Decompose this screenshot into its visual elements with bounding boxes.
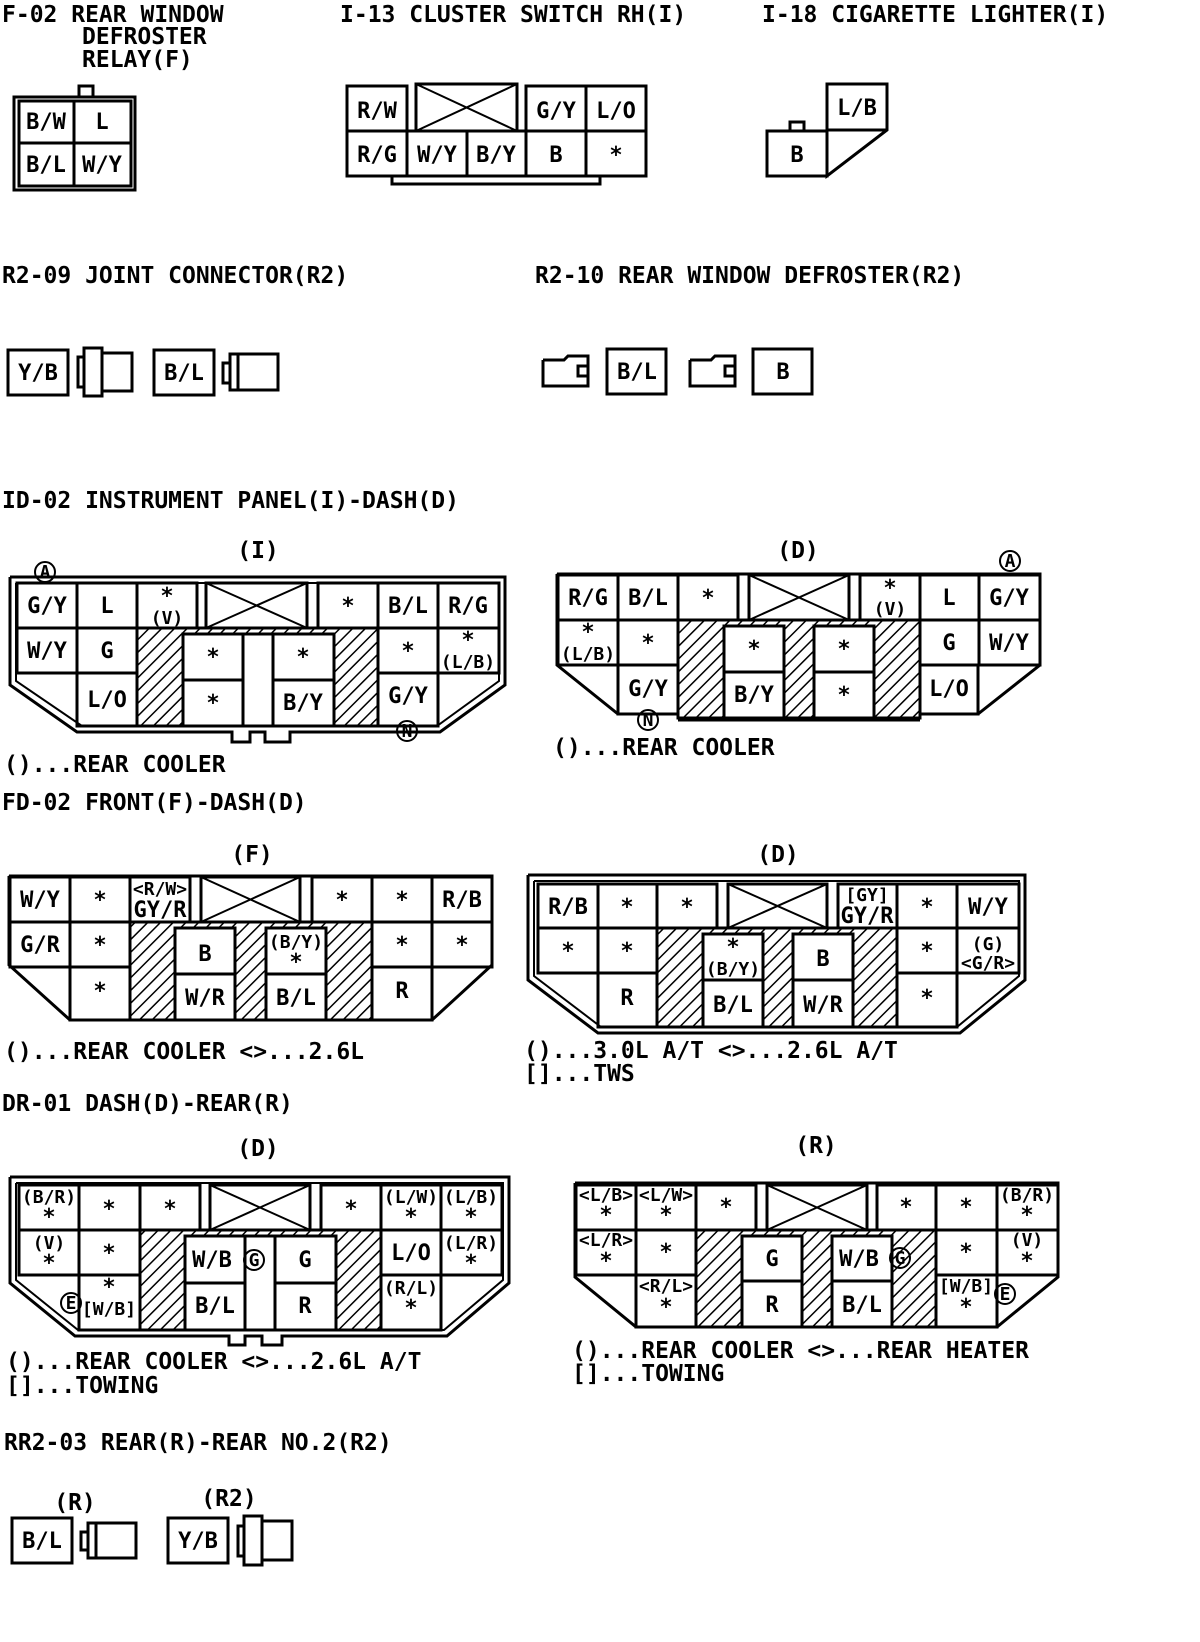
- id02-d-pin-1: R/G: [568, 586, 608, 611]
- id02-i-pin-7: W/Y: [27, 639, 67, 664]
- fd02-d-pin-3: *: [680, 895, 694, 920]
- dr01-r-pin-3: *: [719, 1195, 733, 1220]
- dr01-d-mark-g: G: [248, 1250, 260, 1271]
- r210-pin-1: B/L: [617, 360, 657, 385]
- i13-pin-top-1: R/W: [357, 99, 397, 124]
- i18-pin-2: B: [790, 143, 804, 168]
- rr203-connector-r: [12, 1490, 136, 1563]
- dr01-title: DR-01 DASH(D)-REAR(R): [2, 1091, 293, 1117]
- i13-pin-bottom-4: B: [549, 143, 563, 168]
- id02-d-pin-2: B/L: [628, 586, 668, 611]
- dr01-d-pin-4: *: [344, 1197, 358, 1222]
- dr01-r-pin-2-alt: <L/W>: [638, 1185, 694, 1206]
- id02-i-pin-3: *: [160, 584, 174, 609]
- dr01-d-pin-7: *: [42, 1251, 56, 1276]
- id02-d-pin-4-alt: (V): [873, 599, 907, 620]
- fd02-f-pin-7: G/R: [20, 933, 60, 958]
- f02-pin-2: L: [95, 110, 109, 135]
- dr01-r-pin-8: *: [659, 1240, 673, 1265]
- id02-i-pin-12: *: [461, 628, 475, 653]
- fd02-block: [2, 790, 1025, 1087]
- id02-i-label: (I): [237, 538, 279, 564]
- dr01-r-pin-5: *: [959, 1195, 973, 1220]
- f02-pin-1: B/W: [26, 110, 66, 135]
- id02-d-connector: [557, 538, 1040, 731]
- dr01-d-pin-15: R: [298, 1294, 312, 1319]
- r209-connector-2: [154, 350, 278, 395]
- dr01-r-pin-15: B/L: [842, 1293, 882, 1318]
- f02-connector: [14, 86, 135, 190]
- id02-i-pin-9: *: [206, 645, 220, 670]
- dr01-d-pin-13-alt: [W/B]: [81, 1299, 137, 1320]
- dr01-r-label: (R): [795, 1133, 837, 1159]
- dr01-d-connector: [10, 1136, 509, 1345]
- id02-i-pin-15: B/Y: [283, 691, 323, 716]
- fd02-f-pin-9: B: [198, 942, 212, 967]
- id02-note-i: ()...REAR COOLER: [4, 752, 226, 778]
- dr01-d-label: (D): [237, 1136, 279, 1162]
- dr01-note-d2: []...TOWING: [6, 1373, 159, 1399]
- id02-d-pin-9: *: [747, 637, 761, 662]
- r210-block: [535, 263, 964, 394]
- dr01-d-pin-6-alt: (L/B): [443, 1187, 499, 1208]
- i13-pin-bottom-5: *: [609, 143, 623, 168]
- fd02-d-pin-4-alt: [GY]: [845, 885, 889, 906]
- dr01-d-pin-1: *: [42, 1205, 56, 1230]
- fd02-d-pin-8: *: [620, 939, 634, 964]
- fd02-d-pin-9-alt: (B/Y): [705, 959, 761, 980]
- f02-title-line1: F-02 REAR WINDOW: [2, 2, 224, 28]
- id02-d-pin-10: *: [837, 637, 851, 662]
- id02-i-pin-4: *: [341, 594, 355, 619]
- r210-connector-1: [543, 349, 666, 394]
- fd02-d-pin-9: *: [726, 935, 740, 960]
- id02-title: ID-02 INSTRUMENT PANEL(I)-DASH(D): [2, 488, 459, 514]
- f02-title-line2: DEFROSTER: [82, 24, 207, 50]
- fd02-f-pin-14: W/R: [185, 986, 225, 1011]
- fd02-f-pin-5: *: [395, 888, 409, 913]
- id02-d-pin-3: *: [701, 586, 715, 611]
- i18-connector: [767, 84, 887, 176]
- fd02-f-pin-8: *: [93, 933, 107, 958]
- i18-pin-1: L/B: [837, 96, 877, 121]
- dr01-d-pin-12: *: [464, 1251, 478, 1276]
- id02-i-pin-6: R/G: [448, 594, 488, 619]
- id02-block: [2, 488, 1040, 778]
- dr01-r-pin-16-alt: [W/B]: [938, 1276, 994, 1297]
- dr01-d-pin-9: W/B: [192, 1248, 232, 1273]
- id02-d-pin-7-alt: (L/B): [560, 644, 616, 665]
- id02-i-pin-14: *: [206, 691, 220, 716]
- fd02-d-pin-5: *: [920, 895, 934, 920]
- id02-i-mark-n: N: [401, 721, 413, 742]
- id02-d-label: (D): [777, 538, 819, 564]
- id02-i-pin-5: B/L: [388, 594, 428, 619]
- dr01-r-pin-4: *: [899, 1195, 913, 1220]
- id02-i-pin-8: G: [100, 639, 114, 664]
- dr01-r-pin-10: W/B: [839, 1247, 879, 1272]
- r209-pin-1: Y/B: [18, 361, 58, 386]
- dr01-r-pin-2: *: [659, 1203, 673, 1228]
- i13-pin-top-2: G/Y: [536, 99, 576, 124]
- dr01-note-r2: []...TOWING: [572, 1361, 725, 1387]
- rr203-connector-r2: [168, 1486, 292, 1565]
- fd02-d-pin-7: *: [561, 939, 575, 964]
- fd02-f-pin-3-alt: <R/W>: [132, 879, 188, 900]
- fd02-f-connector: [9, 842, 492, 1020]
- fd02-note-d2: []...TWS: [524, 1061, 635, 1087]
- fd02-f-pin-10-alt: (B/Y): [268, 932, 324, 953]
- dr01-d-pin-3: *: [163, 1197, 177, 1222]
- id02-d-pin-14: B/Y: [734, 683, 774, 708]
- r210-connector-2: [690, 349, 812, 394]
- i18-title: I-18 CIGARETTE LIGHTER(I): [762, 2, 1109, 28]
- fd02-d-pin-14: B/L: [713, 993, 753, 1018]
- dr01-d-pin-5: *: [404, 1205, 418, 1230]
- fd02-d-pin-16: *: [920, 986, 934, 1011]
- r209-block: [2, 263, 348, 396]
- fd02-f-pin-1: W/Y: [20, 888, 60, 913]
- dr01-block: [2, 1091, 1058, 1399]
- id02-i-pin-16: G/Y: [388, 684, 428, 709]
- dr01-d-pin-7-alt: (V): [32, 1233, 66, 1254]
- dr01-r-pin-12-alt: (V): [1010, 1230, 1044, 1251]
- fd02-f-pin-3: GY/R: [133, 898, 187, 923]
- fd02-f-pin-2: *: [93, 888, 107, 913]
- r209-title: R2-09 JOINT CONNECTOR(R2): [2, 263, 349, 289]
- dr01-d-pin-16-alt: (R/L): [383, 1278, 439, 1299]
- i13-pin-top-3: L/O: [596, 99, 636, 124]
- id02-d-pin-6: G/Y: [989, 586, 1029, 611]
- rr203-r2-label: (R2): [201, 1486, 257, 1512]
- dr01-r-pin-12: *: [1020, 1249, 1034, 1274]
- id02-i-pin-12-alt: (L/B): [440, 652, 496, 673]
- i13-pin-bottom-2: W/Y: [417, 143, 457, 168]
- f02-title-line3: RELAY(F): [82, 47, 193, 73]
- fd02-d-pin-11: *: [920, 939, 934, 964]
- i13-title: I-13 CLUSTER SWITCH RH(I): [340, 2, 687, 28]
- fd02-d-pin-10: B: [816, 947, 830, 972]
- dr01-d-pin-5-alt: (L/W): [383, 1187, 439, 1208]
- i13-pin-bottom-3: B/Y: [476, 143, 516, 168]
- fd02-f-label: (F): [231, 842, 273, 868]
- fd02-f-pin-12: *: [455, 933, 469, 958]
- id02-i-pin-3-alt: (V): [150, 608, 184, 629]
- fd02-d-pin-1: R/B: [548, 895, 588, 920]
- fd02-d-label: (D): [757, 842, 799, 868]
- i13-pin-bottom-1: R/G: [357, 143, 397, 168]
- id02-d-pin-12: W/Y: [989, 631, 1029, 656]
- id02-note-d: ()...REAR COOLER: [553, 735, 775, 761]
- id02-d-pin-4: *: [883, 576, 897, 601]
- r210-title: R2-10 REAR WINDOW DEFROSTER(R2): [535, 263, 965, 289]
- fd02-d-pin-12-alt: <G/R>: [960, 953, 1016, 974]
- r209-pin-2: B/L: [164, 361, 204, 386]
- dr01-d-pin-13: *: [102, 1275, 116, 1300]
- id02-d-pin-5: L: [942, 586, 956, 611]
- fd02-d-connector: [528, 842, 1025, 1033]
- dr01-d-pin-12-alt: (L/R): [443, 1233, 499, 1254]
- id02-d-pin-16: L/O: [929, 677, 969, 702]
- r210-pin-2: B: [776, 360, 790, 385]
- fd02-f-pin-16: R: [395, 979, 409, 1004]
- rr203-block: [4, 1430, 392, 1565]
- id02-i-pin-2: L: [100, 594, 114, 619]
- dr01-r-pin-1-alt: <L/B>: [578, 1185, 634, 1206]
- fd02-d-pin-12: (G): [971, 934, 1005, 955]
- rr203-pin-2: Y/B: [178, 1529, 218, 1554]
- dr01-note-r1: ()...REAR COOLER <>...REAR HEATER: [572, 1338, 1029, 1364]
- id02-d-mark-n: N: [642, 710, 654, 731]
- dr01-r-pin-16: *: [959, 1295, 973, 1320]
- dr01-r-pin-6: *: [1020, 1203, 1034, 1228]
- dr01-r-pin-9: G: [765, 1247, 779, 1272]
- f02-pin-3: B/L: [26, 153, 66, 178]
- dr01-note-d1: ()...REAR COOLER <>...2.6L A/T: [6, 1349, 422, 1375]
- dr01-d-pin-11: L/O: [391, 1241, 431, 1266]
- dr01-d-pin-6: *: [464, 1205, 478, 1230]
- id02-d-pin-11: G: [942, 631, 956, 656]
- dr01-d-pin-1-alt: (B/R): [21, 1187, 77, 1208]
- dr01-r-mark-g: G: [894, 1248, 906, 1269]
- dr01-r-pin-13-alt: <R/L>: [638, 1276, 694, 1297]
- dr01-r-pin-11: *: [959, 1240, 973, 1265]
- i13-block: [340, 2, 686, 184]
- fd02-note-d1: ()...3.0L A/T <>...2.6L A/T: [524, 1038, 898, 1064]
- fd02-f-pin-13: *: [93, 979, 107, 1004]
- fd02-note-f: ()...REAR COOLER <>...2.6L: [4, 1039, 365, 1065]
- dr01-r-pin-6-alt: (B/R): [999, 1185, 1055, 1206]
- dr01-d-mark-e: E: [65, 1293, 77, 1314]
- rr203-pin-1: B/L: [22, 1529, 62, 1554]
- id02-i-pin-1: G/Y: [27, 594, 67, 619]
- fd02-f-pin-15: B/L: [276, 986, 316, 1011]
- fd02-d-pin-15: W/R: [803, 993, 843, 1018]
- dr01-d-pin-2: *: [102, 1197, 116, 1222]
- fd02-f-pin-6: R/B: [442, 888, 482, 913]
- dr01-d-pin-10: G: [298, 1248, 312, 1273]
- id02-d-mark-a: A: [1004, 551, 1016, 572]
- id02-d-pin-8: *: [641, 631, 655, 656]
- fd02-f-pin-4: *: [335, 888, 349, 913]
- r209-connector-1: [8, 348, 132, 396]
- id02-d-pin-15: *: [837, 683, 851, 708]
- fd02-d-pin-6: W/Y: [968, 895, 1008, 920]
- dr01-r-mark-e: E: [999, 1284, 1011, 1305]
- dr01-r-pin-7: *: [599, 1249, 613, 1274]
- i18-block: [762, 2, 1108, 176]
- fd02-d-pin-2: *: [620, 895, 634, 920]
- f02-block: [2, 2, 224, 190]
- dr01-r-pin-1: *: [599, 1203, 613, 1228]
- id02-i-connector: [10, 538, 505, 742]
- dr01-r-pin-7-alt: <L/R>: [578, 1230, 634, 1251]
- dr01-d-pin-8: *: [102, 1241, 116, 1266]
- id02-i-pin-11: *: [401, 639, 415, 664]
- dr01-r-connector: [575, 1133, 1058, 1327]
- id02-d-pin-7: *: [581, 620, 595, 645]
- id02-d-pin-13: G/Y: [628, 677, 668, 702]
- dr01-d-pin-14: B/L: [195, 1294, 235, 1319]
- rr203-r-label: (R): [54, 1490, 96, 1516]
- dr01-r-pin-13: *: [659, 1295, 673, 1320]
- dr01-d-pin-16: *: [404, 1296, 418, 1321]
- fd02-f-pin-11: *: [395, 933, 409, 958]
- rr203-title: RR2-03 REAR(R)-REAR NO.2(R2): [4, 1430, 392, 1456]
- id02-i-pin-10: *: [296, 645, 310, 670]
- fd02-f-pin-10: *: [289, 950, 303, 975]
- dr01-r-pin-14: R: [765, 1293, 779, 1318]
- fd02-title: FD-02 FRONT(F)-DASH(D): [2, 790, 307, 816]
- f02-pin-4: W/Y: [82, 153, 122, 178]
- fd02-d-pin-13: R: [620, 986, 634, 1011]
- i13-connector: [347, 84, 646, 184]
- fd02-d-pin-4: GY/R: [840, 904, 894, 929]
- id02-i-pin-13: L/O: [87, 688, 127, 713]
- id02-i-mark-a: A: [39, 562, 51, 583]
